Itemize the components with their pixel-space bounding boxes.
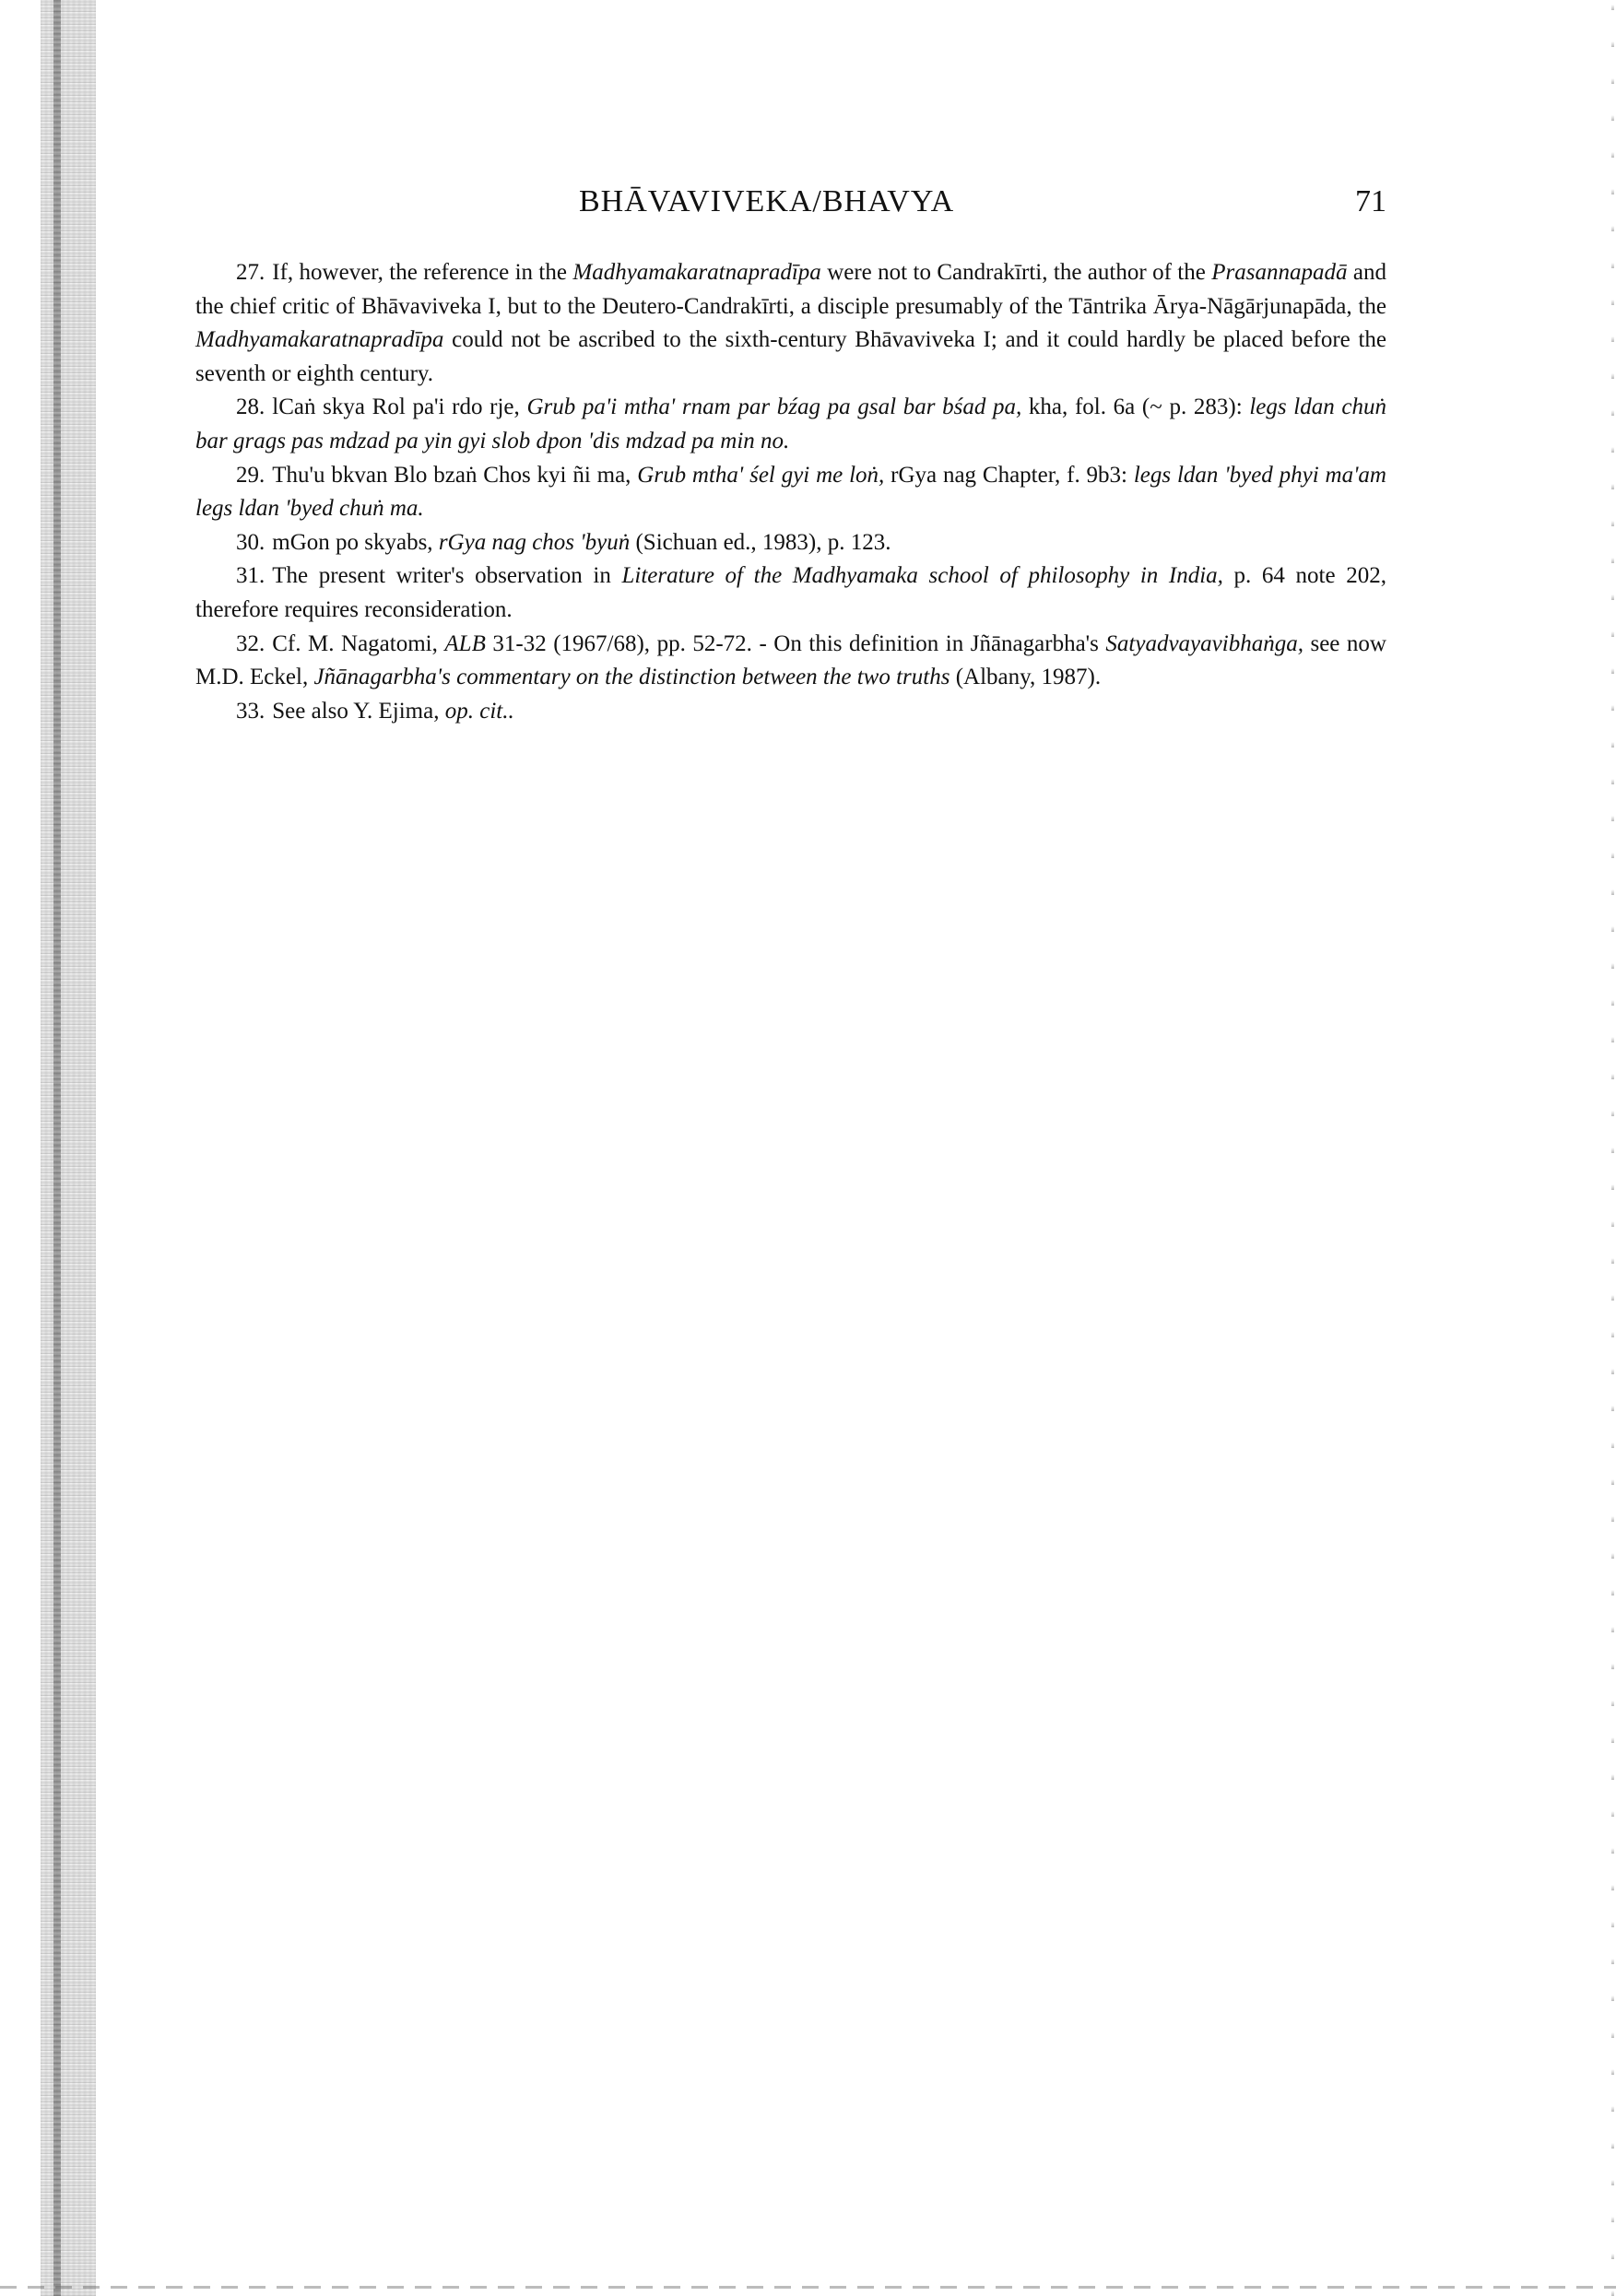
note-text: could not be ascribed to the sixth-century Bhāvaviveka I; and it could hardly be placed before the seventh or eighth century. — [195, 327, 1386, 386]
note-text: and the chief critic of Bhāvaviveka I, but to the Deutero-Candrakīrti, a disciple presumably of the Tāntrika Ārya-Nāgārjunapāda, the — [195, 260, 1386, 319]
scan-right-edge — [1611, 0, 1614, 2296]
note-text: p. 64 note 202, therefore requires reconsideration. — [195, 563, 1386, 622]
note-31 — [195, 559, 1386, 627]
note-28 — [195, 391, 1386, 458]
note-text: mGon po skyabs, — [272, 529, 439, 555]
scan-binding-shadow — [41, 0, 96, 2296]
note-title: op. cit.. — [444, 698, 514, 724]
note-text: lCaṅ skya Rol pa'i rdo rje, — [272, 394, 527, 420]
note-text: rGya nag Chapter, f. 9b3: — [884, 462, 1134, 488]
note-text: (Sichuan ed., 1983), p. 123. — [630, 529, 891, 555]
note-text: 31-32 (1967/68), pp. 52-72. - On this definition in Jñānagarbha's — [485, 630, 1106, 656]
note-title: Madhyamakaratnapradīpa — [572, 260, 821, 285]
note-text: see now M.D. Eckel, — [195, 630, 1386, 690]
note-number: 33. — [236, 698, 265, 724]
note-33 — [195, 695, 1386, 729]
page-header — [195, 184, 1386, 230]
note-text: Cf. M. Nagatomi, — [272, 630, 445, 656]
endnotes — [195, 256, 1386, 728]
note-29 — [195, 459, 1386, 526]
running-title: BHĀVAVIVEKA/BHAVYA — [579, 184, 955, 218]
note-number: 29. — [236, 462, 265, 488]
note-27 — [195, 256, 1386, 391]
note-title: Madhyamakaratnapradīpa — [195, 327, 444, 353]
note-title: Satyadvayavibhaṅga, — [1105, 630, 1303, 656]
note-text: If, however, the reference in the — [272, 260, 573, 285]
note-text: See also Y. Ejima, — [272, 698, 445, 724]
note-title: Grub mtha' śel gyi me loṅ, — [637, 462, 885, 488]
page-number: 71 — [1355, 184, 1386, 218]
note-number: 31. — [236, 563, 265, 589]
note-30 — [195, 526, 1386, 560]
scan-bottom-edge — [0, 2286, 1616, 2289]
note-title: Prasannapadā — [1211, 260, 1348, 285]
note-32 — [195, 628, 1386, 695]
note-quote: legs ldan 'byed phyi ma'am legs ldan 'byed chuṅ ma. — [195, 462, 1386, 522]
note-text: Thu'u bkvan Blo bzaṅ Chos kyi ñi ma, — [272, 462, 638, 488]
note-text: (Albany, 1987). — [950, 665, 1102, 690]
note-number: 32. — [236, 630, 265, 656]
note-title: ALB — [444, 630, 486, 656]
scan-binding-line — [53, 0, 61, 2296]
note-text: The present writer's observation in — [272, 563, 622, 589]
note-number: 30. — [236, 529, 265, 555]
note-title: Grub pa'i mtha' rnam par bźag pa gsal bar bśad pa, — [526, 394, 1022, 420]
note-title: rGya nag chos 'byuṅ — [438, 529, 631, 555]
note-number: 28. — [236, 394, 265, 420]
note-number: 27. — [236, 260, 265, 285]
note-quote: legs ldan chuṅ bar grags pas mdzad pa yin gyi slob dpon 'dis mdzad pa min no. — [195, 394, 1386, 453]
note-text: kha, fol. 6a (~ p. 283): — [1021, 394, 1250, 420]
note-text: were not to Candrakīrti, the author of the — [820, 260, 1212, 285]
note-title: Jñānagarbha's commentary on the distinction between the two truths — [313, 665, 950, 690]
note-title: Literature of the Madhyamaka school of philosophy in India, — [621, 563, 1223, 589]
